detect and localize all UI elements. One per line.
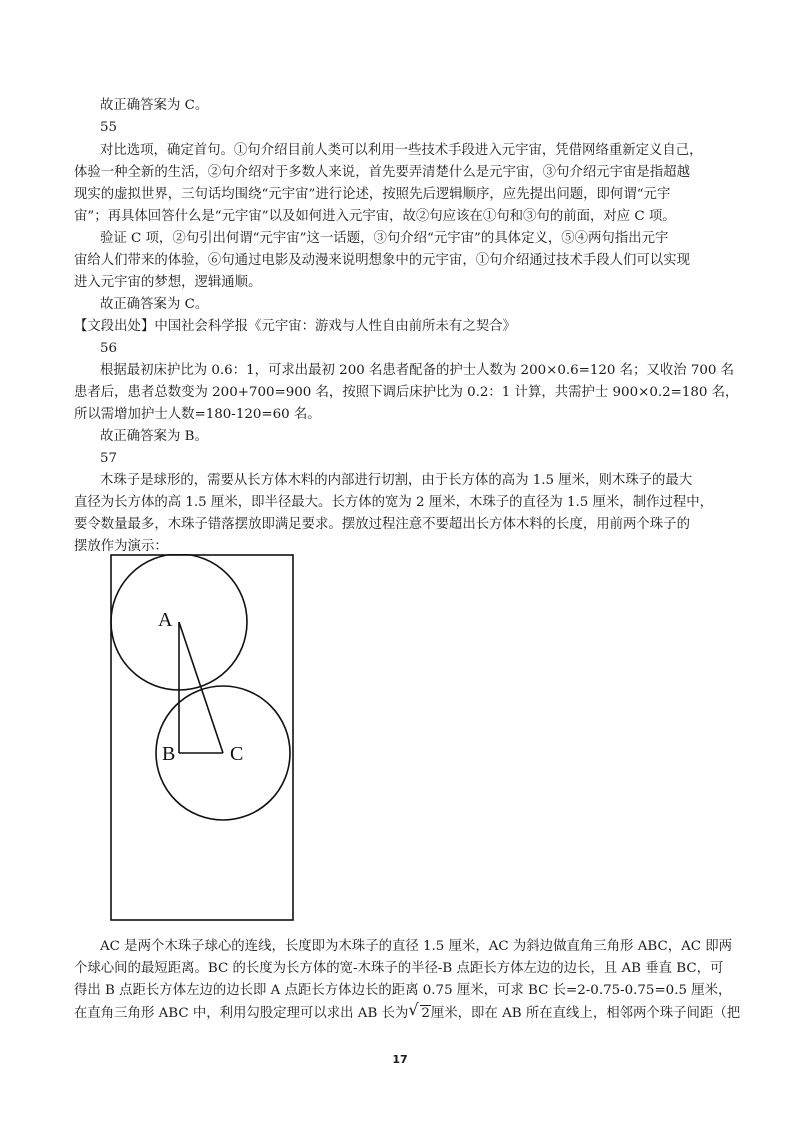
paragraph-line: 得出 B 点距长方体左边的边长即 A 点距长方体边长的距离 0.75 厘米，可求 BC 长=2-0.75-0.75=0.5 厘米， (74, 983, 732, 998)
segment-ac (179, 622, 223, 753)
point-label-c: C (230, 743, 244, 765)
paragraph-line: 个球心间的最短距离。BC 的长度为长方体的宽-木珠子的半径-B 点距长方体左边的边长，且 AB 垂直 BC，可 (74, 961, 724, 976)
answer-line: 故正确答案为 B。 (100, 429, 208, 444)
paragraph-line: 体验一种全新的生活，②句介绍对于多数人来说，首先要弄清楚什么是元宇宙，③句介绍元宇宙是指超越 (74, 165, 690, 180)
paragraph-line: 宙”；再具体回答什么是“元宇宙”以及如何进入元宇宙，故②句应该在①句和③句的前面，对应 C 项。 (74, 209, 676, 224)
paragraph-line: 所以需增加护士人数=180-120=60 名。 (74, 407, 321, 422)
source-line: 【文段出处】中国社会科学报《元宇宙：游戏与人性自由前所未有之契合》 (74, 319, 516, 334)
paragraph-line: 木珠子是球形的，需要从长方体木料的内部进行切割，由于长方体的高为 1.5 厘米，则木珠子的最大 (100, 473, 693, 488)
question-number: 57 (100, 451, 118, 466)
paragraph-line: 患者后，患者总数变为 200+700=900 名，按照下调后床护比为 0.2：1 计算，共需护士 900×0.2=180 名， (74, 385, 739, 400)
paragraph-line: 要令数量最多，木珠子错落摆放即满足要求。摆放过程注意不要超出长方体木料的长度，用前两个珠子的 (74, 517, 690, 532)
answer-line: 故正确答案为 C。 (100, 98, 209, 113)
sqrt-expression (408, 1000, 431, 1024)
paragraph-line: 验证 C 项，②句引出何谓“元宇宙”这一话题，③句介绍“元宇宙”的具体定义，⑤④两句指出元宇 (100, 231, 669, 246)
line-text-after: 厘米，即在 AB 所在直线上，相邻两个珠子间距（把 (430, 1006, 741, 1021)
radicand: 2 (421, 1006, 430, 1021)
paragraph-line: 直径为长方体的高 1.5 厘米，即半径最大。长方体的宽为 2 厘米，木珠子的直径为 1.5 厘米，制作过程中， (74, 495, 714, 510)
paragraph-line (74, 1000, 741, 1024)
question-number: 56 (100, 341, 118, 356)
line-text-before: 在直角三角形 ABC 中，利用勾股定理可以求出 AB 长为 (74, 1006, 409, 1021)
paragraph-line: 对比选项，确定首句。①句介绍目前人类可以利用一些技术手段进入元宇宙，凭借网络重新定义自己， (100, 143, 703, 158)
question-number: 55 (100, 120, 118, 135)
cuboid-outline (111, 555, 293, 920)
paragraph-line: 根据最初床护比为 0.6：1，可求出最初 200 名患者配备的护士人数为 200×0.6=120 名；又收治 700 名 (100, 363, 735, 378)
paragraph-line: 摆放作为演示： (74, 539, 168, 554)
bead-layout-figure (110, 554, 300, 926)
point-label-a: A (158, 609, 173, 631)
answer-line: 故正确答案为 C。 (100, 297, 209, 312)
paragraph-line: AC 是两个木珠子球心的连线，长度即为木珠子的直径 1.5 厘米，AC 为斜边做直角三角形 ABC，AC 即两 (100, 939, 733, 954)
paragraph-line: 现实的虚拟世界，三句话均围绕“元宇宙”进行论述，按照先后逻辑顺序，应先提出问题，即何谓“元宇 (74, 187, 671, 202)
paragraph-line: 宙给人们带来的体验，⑥句通过电影及动漫来说明想象中的元宇宙，①句介绍通过技术手段人们可以实现 (74, 253, 690, 268)
point-label-b: B (162, 743, 176, 765)
radical-sign: √ (408, 1000, 419, 1019)
paragraph-line: 进入元宇宙的梦想，逻辑通顺。 (74, 275, 262, 290)
page-number: 17 (392, 1053, 408, 1066)
